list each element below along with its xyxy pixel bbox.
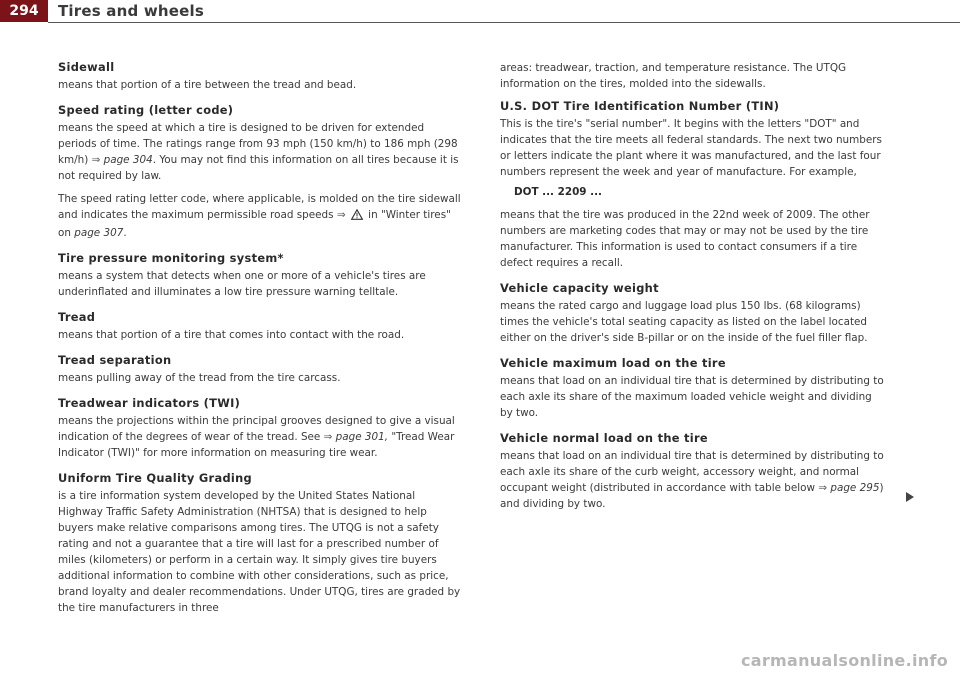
entry-utqg [58, 471, 462, 616]
reference-arrow-icon: ⇒ [336, 209, 346, 221]
entry-heading: Uniform Tire Quality Grading [58, 471, 252, 485]
entry-text: means that portion of a tire between the tread and bead. [58, 79, 357, 91]
continue-arrow-icon [906, 492, 914, 502]
text-segment: means that load on an individual tire that is determined by distributing to each axle its share of the curb weight, accessory weight, and normal occupant weight (distributed in accordance with table below [500, 450, 884, 494]
entry-text: means that portion of a tire that comes into contact with the road. [58, 329, 405, 341]
entry-text [500, 448, 884, 512]
entry-heading: Tire pressure monitoring system* [58, 251, 284, 265]
entry-heading: Tread [58, 310, 96, 324]
entry-heading: Vehicle maximum load on the tire [500, 356, 726, 370]
entry-text [58, 413, 462, 461]
reference-arrow-icon: ⇒ [323, 431, 333, 443]
entry-vehicle-normal-load [500, 431, 884, 512]
entry-text: This is the tire's "serial number". It begins with the letters "DOT" and indicates that the tire meets all federal standards. The next two numbers or letters indicate the plant where it was manufactured, and the last four numbers represent the week and year of manufacture. For example, [500, 118, 882, 178]
entry-text: means pulling away of the tread from the tire carcass. [58, 372, 341, 384]
entry-text: means that load on an individual tire that is determined by distributing to each axle its share of the maximum loaded vehicle weight and dividing by two. [500, 375, 884, 419]
entry-heading: Vehicle normal load on the tire [500, 431, 708, 445]
entry-tpms [58, 251, 462, 300]
reference-arrow-icon: ⇒ [91, 154, 101, 166]
entry-vehicle-capacity-weight [500, 281, 884, 346]
text-segment: The speed rating letter code, where applicable, is molded on the tire sidewall and indicates the maximum permissible road speeds [58, 193, 461, 221]
page-reference-link[interactable]: page 301, [335, 431, 389, 443]
entry-heading: Vehicle capacity weight [500, 281, 659, 295]
page-header [0, 0, 960, 30]
entry-tread [58, 310, 462, 343]
entry-speed-rating [58, 103, 462, 241]
section-title: Tires and wheels [58, 2, 205, 20]
text-segment: ) and dividing by two. [500, 482, 884, 510]
reference-arrow-icon: ⇒ [818, 482, 828, 494]
right-column [500, 60, 884, 522]
warning-triangle-icon[interactable] [351, 209, 363, 225]
entry-heading: Treadwear indicators (TWI) [58, 396, 241, 410]
entry-text: means a system that detects when one or more of a vehicle's tires are underinflated and illuminates a low tire pressure warning telltale. [58, 270, 426, 298]
entry-dot-tin [500, 99, 884, 271]
text-segment: . You may not find this information on all tires because it is not required by law. [58, 154, 459, 182]
entry-heading: Sidewall [58, 60, 115, 74]
page-reference-link[interactable]: page 304 [103, 154, 153, 166]
text-segment: . [123, 227, 127, 239]
left-column [58, 60, 462, 626]
entry-text [58, 191, 462, 241]
entry-vehicle-maximum-load [500, 356, 884, 421]
entry-text [58, 120, 462, 184]
utqg-continued-text: areas: treadwear, traction, and temperature resistance. The UTQG information on the tires, molded into the sidewalls. [500, 62, 847, 90]
page-number: 294 [0, 0, 48, 22]
page-reference-link[interactable]: page 307 [74, 227, 124, 239]
entry-heading: Tread separation [58, 353, 172, 367]
text-segment: means the projections within the principal grooves designed to give a visual indication of the degrees of wear of the tread. See [58, 415, 455, 443]
entry-text: is a tire information system developed by the United States National Highway Traffic Safety Administration (NHTSA) that is designed to help buyers make relative comparisons among tires. The UTQG is not a safety rating and not a guarantee that a tire will last for a prescribed number of miles (kilometers) or perform in a certain way. It simply gives tire buyers additional information to combine with other considerations, such as price, brand loyalty and dealer recommendations. Under UTQG, tires are graded by the tire manufacturers in three [58, 490, 461, 614]
header-rule [48, 22, 960, 23]
text-segment: "Tread Wear Indicator (TWI)" for more information on measuring tire wear. [58, 431, 455, 459]
entry-tread-separation [58, 353, 462, 386]
entry-heading: U.S. DOT Tire Identification Number (TIN) [500, 99, 780, 113]
entry-twi [58, 396, 462, 461]
entry-text: means that the tire was produced in the 22nd week of 2009. The other numbers are marketing codes that may or may not be used by the tire manufacturer. This information is used to contact consumers if a tire defect requires a recall. [500, 209, 870, 269]
page-reference-link[interactable]: page 295 [830, 482, 880, 494]
text-segment: in "Winter tires" on [58, 209, 451, 239]
entry-heading: Speed rating (letter code) [58, 103, 234, 117]
watermark-logo: carmanualsonline.info [740, 651, 948, 670]
entry-sidewall [58, 60, 462, 93]
text-segment: means the speed at which a tire is designed to be driven for extended periods of time. The ratings range from 93 mph (150 km/h) to 186 mph (298 km/h) [58, 122, 458, 166]
dot-example: DOT ... 2209 ... [514, 186, 603, 198]
entry-text: means the rated cargo and luggage load plus 150 lbs. (68 kilograms) times the vehicle's total seating capacity as listed on the label located either on the driver's side B-pillar or on the inside of the fuel filler flap. [500, 300, 868, 344]
